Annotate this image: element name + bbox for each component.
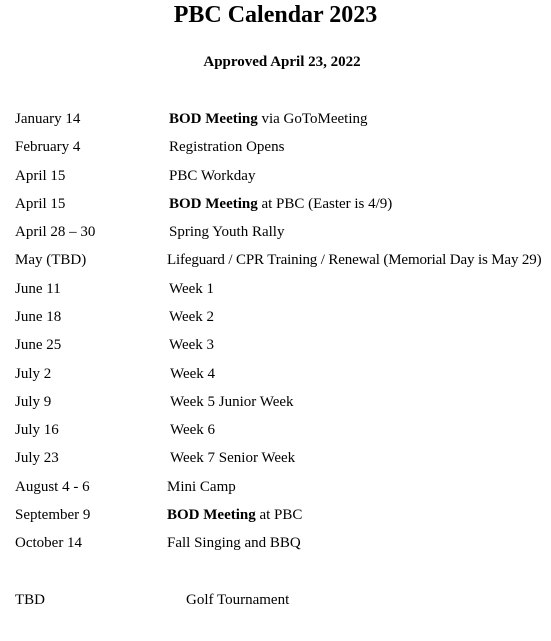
event-text: Fall Singing and BBQ	[167, 535, 301, 551]
event-row	[0, 392, 551, 412]
event-description	[167, 250, 541, 270]
event-date: February 4	[15, 139, 81, 155]
event-row	[0, 533, 551, 553]
event-date: June 11	[15, 281, 61, 297]
event-text: Week 6	[170, 422, 216, 438]
event-description	[169, 307, 214, 327]
event-bold-label: BOD Meeting	[167, 507, 256, 523]
event-date: July 16	[15, 422, 59, 438]
event-text: Week 5 Junior Week	[170, 394, 294, 410]
approval-subtitle: Approved April 23, 2022	[203, 54, 361, 70]
event-date: June 25	[15, 337, 62, 353]
event-description	[169, 137, 284, 157]
event-row	[0, 448, 551, 468]
event-date: TBD	[15, 592, 45, 608]
event-text: Lifeguard / CPR Training / Renewal (Memorial Day is May 29)	[167, 252, 542, 268]
event-text: Golf Tournament	[186, 592, 290, 608]
event-text: Week 1	[169, 281, 215, 297]
event-description	[167, 477, 236, 497]
event-description	[169, 166, 255, 186]
event-date: April 15	[15, 168, 66, 184]
event-date: October 14	[15, 535, 83, 551]
event-description	[167, 533, 301, 553]
event-bold-label: BOD Meeting	[169, 111, 258, 127]
event-description	[169, 279, 214, 299]
event-text: at PBC (Easter is 4/9)	[257, 196, 393, 212]
event-row	[0, 307, 551, 327]
event-text: at PBC	[255, 507, 303, 523]
event-description	[169, 222, 284, 242]
event-date: August 4 - 6	[15, 479, 90, 495]
event-text: Week 2	[169, 309, 215, 325]
event-row	[0, 250, 551, 270]
event-description	[167, 505, 302, 525]
event-description	[170, 420, 215, 440]
event-date: June 18	[15, 309, 62, 325]
event-date: July 9	[15, 394, 52, 410]
event-row	[0, 137, 551, 157]
event-row	[0, 335, 551, 355]
event-text: Week 4	[170, 366, 216, 382]
event-row	[0, 505, 551, 525]
event-date: April 28 – 30	[15, 224, 96, 240]
event-description	[170, 392, 294, 412]
event-date: May (TBD)	[15, 252, 87, 268]
event-text: Spring Youth Rally	[169, 224, 285, 240]
event-row	[0, 477, 551, 497]
event-row	[0, 364, 551, 384]
event-description	[170, 448, 295, 468]
event-date: July 2	[15, 366, 52, 382]
event-description	[169, 335, 214, 355]
event-description	[170, 364, 215, 384]
event-text: Week 7 Senior Week	[170, 450, 296, 466]
event-text: Registration Opens	[169, 139, 285, 155]
event-row	[0, 109, 551, 129]
event-description	[169, 194, 392, 214]
event-date: January 14	[15, 111, 81, 127]
event-row	[0, 166, 551, 186]
event-bold-label: BOD Meeting	[169, 196, 258, 212]
event-row	[0, 194, 551, 214]
event-date: April 15	[15, 196, 66, 212]
event-date: July 23	[15, 450, 59, 466]
page-title: PBC Calendar 2023	[173, 2, 378, 28]
event-text: via GoToMeeting	[257, 111, 368, 127]
event-row	[0, 590, 551, 610]
event-date: September 9	[15, 507, 91, 523]
event-description	[169, 109, 368, 129]
event-text: Week 3	[169, 337, 215, 353]
event-description	[186, 590, 289, 610]
event-text: Mini Camp	[167, 479, 236, 495]
event-row	[0, 279, 551, 299]
event-row	[0, 222, 551, 242]
event-row	[0, 420, 551, 440]
event-text: PBC Workday	[169, 168, 256, 184]
